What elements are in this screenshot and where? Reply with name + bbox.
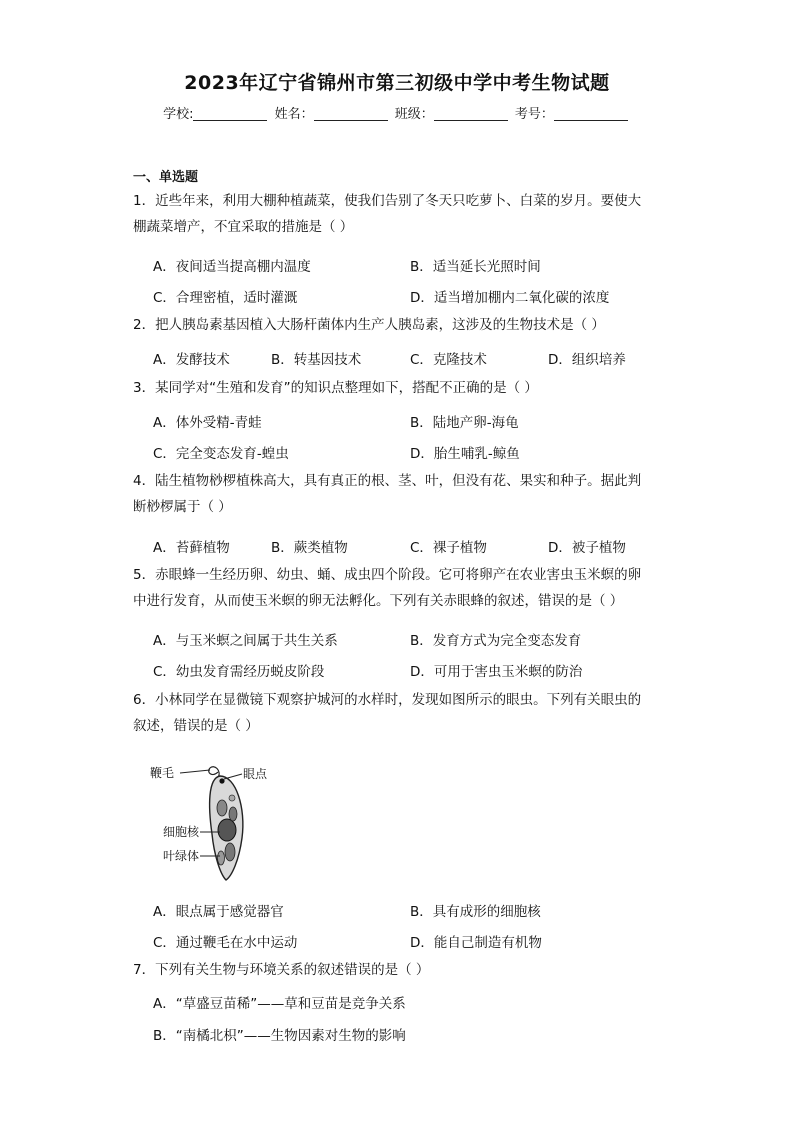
question-5-stem bbox=[133, 562, 663, 614]
label-nucleus: 细胞核 bbox=[163, 825, 200, 839]
question-4-line-2: 断桫椤属于（ ） bbox=[133, 499, 232, 515]
question-5-option-d[interactable]: D．可用于害虫玉米螟的防治 bbox=[410, 664, 583, 680]
section-title: 一、单选题 bbox=[133, 170, 199, 185]
question-1-option-d[interactable]: D．适当增加棚内二氧化碳的浓度 bbox=[410, 290, 610, 306]
euglena-figure bbox=[150, 762, 300, 882]
question-6-stem bbox=[133, 687, 663, 739]
chloroplast-3 bbox=[225, 843, 235, 861]
question-1-line-2: 棚蔬菜增产，不宜采取的措施是（ ） bbox=[133, 219, 354, 235]
chloroplast-2 bbox=[229, 807, 237, 821]
exam-number-blank[interactable] bbox=[554, 106, 628, 121]
label-chloroplast: 叶绿体 bbox=[163, 849, 200, 863]
class-blank[interactable] bbox=[434, 106, 508, 121]
question-2-option-c[interactable]: C．克隆技术 bbox=[410, 352, 487, 368]
question-5-option-a[interactable]: A．与玉米螟之间属于共生关系 bbox=[153, 633, 338, 649]
student-info-line bbox=[0, 103, 794, 122]
question-4-option-a[interactable]: A．苔藓植物 bbox=[153, 540, 230, 556]
question-1-option-b[interactable]: B．适当延长光照时间 bbox=[410, 259, 541, 275]
eyespot-leader bbox=[224, 774, 242, 779]
class-label: 班级： bbox=[394, 107, 434, 122]
nucleus bbox=[218, 819, 236, 841]
question-3-option-d[interactable]: D．胎生哺乳-鲸鱼 bbox=[410, 446, 520, 462]
question-1-stem bbox=[133, 188, 663, 240]
school-blank[interactable] bbox=[193, 106, 267, 121]
question-7-stem bbox=[133, 957, 663, 983]
exam-title: 2023年辽宁省锦州市第三初级中学中考生物试题 bbox=[184, 72, 610, 94]
question-1-line-1: 1．近些年来，利用大棚种植蔬菜，使我们告别了冬天只吃萝卜、白菜的岁月。要使大 bbox=[133, 193, 642, 209]
question-4-option-d[interactable]: D．被子植物 bbox=[548, 540, 626, 556]
question-6-option-d[interactable]: D．能自己制造有机物 bbox=[410, 935, 542, 951]
question-4-stem bbox=[133, 468, 663, 520]
eyespot bbox=[219, 778, 224, 783]
chloroplast-1 bbox=[217, 800, 227, 816]
question-6-option-c[interactable]: C．通过鞭毛在水中运动 bbox=[153, 935, 298, 951]
question-5-line-2: 中进行发育，从而使玉米螟的卵无法孵化。下列有关赤眼蜂的叙述，错误的是（ ） bbox=[133, 593, 624, 609]
question-3-option-c[interactable]: C．完全变态发育-蝗虫 bbox=[153, 446, 289, 462]
question-3-option-a[interactable]: A．体外受精-青蛙 bbox=[153, 415, 262, 431]
question-1-option-a[interactable]: A．夜间适当提高棚内温度 bbox=[153, 259, 311, 275]
granule bbox=[229, 795, 235, 801]
question-5-line-1: 5．赤眼蜂一生经历卵、幼虫、蛹、成虫四个阶段。它可将卵产在农业害虫玉米螟的卵 bbox=[133, 567, 642, 583]
question-5-option-c[interactable]: C．幼虫发育需经历蜕皮阶段 bbox=[153, 664, 325, 680]
question-6-line-2: 叙述，错误的是（ ） bbox=[133, 718, 259, 734]
exam-number-label: 考号： bbox=[514, 107, 554, 122]
question-6-option-b[interactable]: B．具有成形的细胞核 bbox=[410, 904, 541, 920]
label-flagellum: 鞭毛 bbox=[150, 766, 175, 780]
question-2-option-d[interactable]: D．组织培养 bbox=[548, 352, 626, 368]
question-4-option-b[interactable]: B．蕨类植物 bbox=[271, 540, 348, 556]
question-7-option-a[interactable]: A．“草盛豆苗稀”——草和豆苗是竞争关系 bbox=[153, 996, 406, 1012]
question-2-stem bbox=[133, 312, 663, 338]
label-eyespot: 眼点 bbox=[243, 767, 268, 781]
name-blank[interactable] bbox=[314, 106, 388, 121]
question-3-stem bbox=[133, 375, 663, 401]
question-7-line-1: 7．下列有关生物与环境关系的叙述错误的是（ ） bbox=[133, 962, 430, 978]
question-6-line-1: 6．小林同学在显微镜下观察护城河的水样时，发现如图所示的眼虫。下列有关眼虫的 bbox=[133, 692, 642, 708]
question-2-option-b[interactable]: B．转基因技术 bbox=[271, 352, 362, 368]
question-1-option-c[interactable]: C．合理密植，适时灌溉 bbox=[153, 290, 298, 306]
question-5-option-b[interactable]: B．发育方式为完全变态发育 bbox=[410, 633, 582, 649]
question-2-line-1: 2．把人胰岛素基因植入大肠杆菌体内生产人胰岛素，这涉及的生物技术是（ ） bbox=[133, 317, 605, 333]
question-7-option-b[interactable]: B．“南橘北枳”——生物因素对生物的影响 bbox=[153, 1028, 406, 1044]
question-3-option-b[interactable]: B．陆地产卵-海龟 bbox=[410, 415, 519, 431]
question-6-option-a[interactable]: A．眼点属于感觉器官 bbox=[153, 904, 284, 920]
question-2-option-a[interactable]: A．发酵技术 bbox=[153, 352, 230, 368]
question-4-line-1: 4．陆生植物桫椤植株高大，具有真正的根、茎、叶，但没有花、果实和种子。据此判 bbox=[133, 473, 642, 489]
chloroplast-4 bbox=[218, 851, 225, 865]
flagellum-leader bbox=[180, 770, 210, 773]
question-3-line-1: 3．某同学对“生殖和发育”的知识点整理如下，搭配不正确的是（ ） bbox=[133, 380, 538, 396]
name-label: 姓名： bbox=[274, 107, 314, 122]
school-label: 学校: bbox=[163, 107, 194, 122]
question-4-option-c[interactable]: C．裸子植物 bbox=[410, 540, 487, 556]
